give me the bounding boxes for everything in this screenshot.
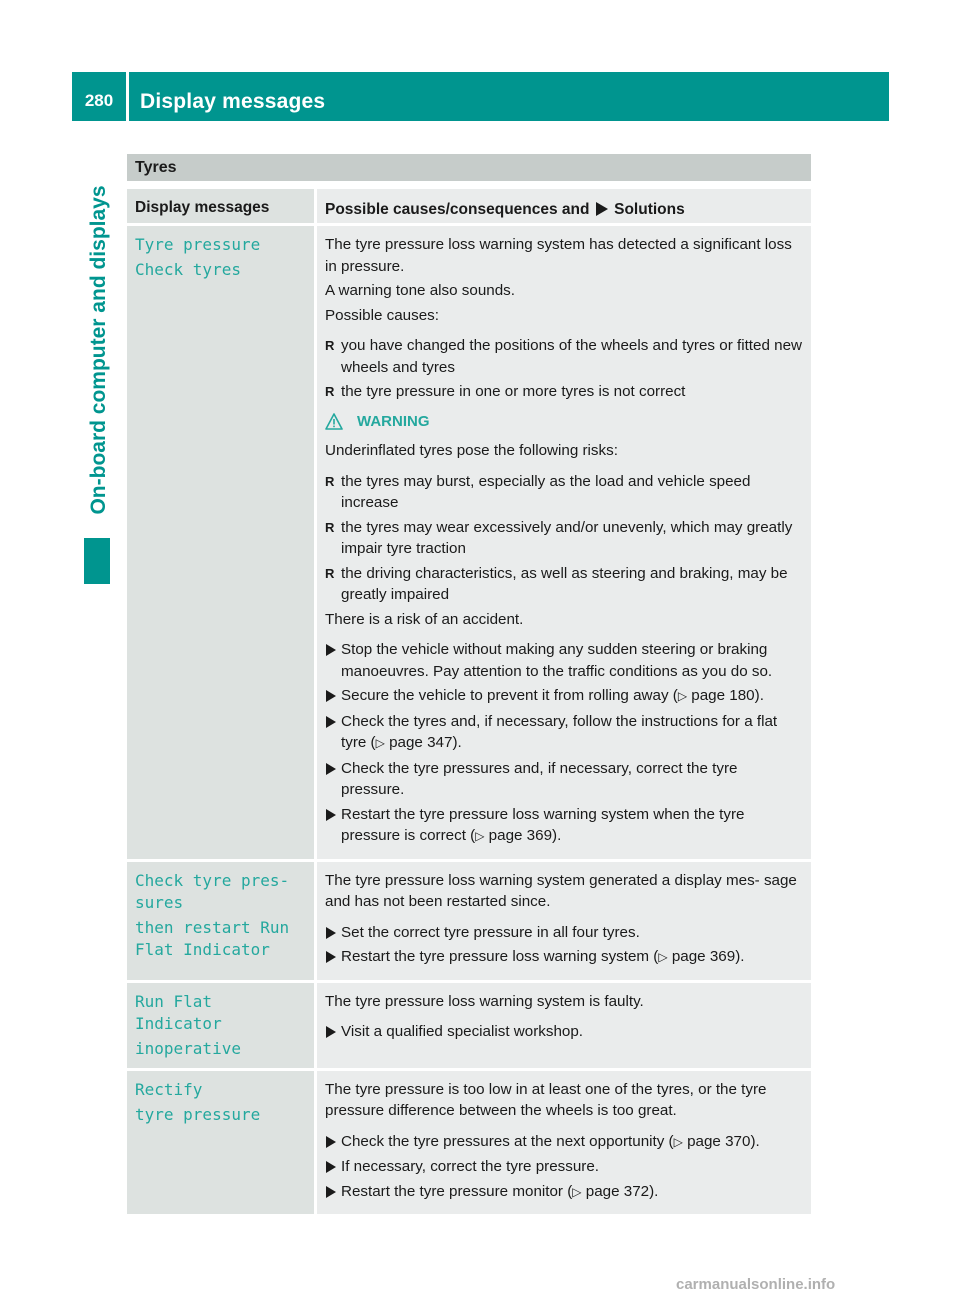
step-arrow-icon [326,1026,336,1038]
paragraph: Possible causes: [325,306,439,324]
page-ref-icon: ▷ [673,1134,683,1149]
message-cell [127,1071,314,1215]
step-arrow-icon [326,951,336,963]
instruction-step: Check the tyre pressures and, if necessary, correct the tyre pressure. [325,758,804,801]
paragraph: The tyre pressure is too low in at least one of the tyres, or the tyre pressure difference between the wheels is too great. [325,1080,767,1119]
message-cell [127,226,314,859]
instruction-step: Check the tyre pressures at the next opportunity (▷ page 370). [325,1131,804,1154]
paragraph: The tyre pressure loss warning system is faulty. [325,992,644,1010]
page-reference[interactable]: page 372 [585,1182,650,1200]
instruction-step: Visit a qualified specialist workshop. [325,1021,804,1043]
column-header-causes-text: Possible causes/consequences and [325,201,590,218]
step-arrow-icon [326,1161,336,1173]
display-message-line: then restart Run Flat Indicator [135,917,290,959]
display-message-line: Rectify [135,1079,203,1099]
instruction-step: Stop the vehicle without making any sudden steering or braking manoeuvres. Pay attention to the traffic conditions as you do so. [325,639,804,682]
warning-triangle-icon [325,413,343,430]
table-row [127,1071,811,1218]
warning-label: WARNING [357,412,430,430]
page-reference[interactable]: page 369 [488,827,553,844]
header-divider [126,72,129,121]
page-reference[interactable]: page 180 [691,687,755,704]
page-header [72,72,889,121]
display-message-line: Check tyre pres‐ sures [135,870,290,912]
step-arrow-icon [326,1136,336,1148]
step-arrow-icon [326,690,336,702]
column-header-solutions-text: Solutions [614,201,685,218]
side-tab-label: On-board computer and displays [87,185,110,515]
side-tab [84,170,114,530]
side-tab-marker [84,538,110,584]
list-item: R the tyre pressure in one or more tyres is not correct [325,381,804,403]
table-row [127,226,811,862]
display-message-line: Tyre pressure [135,235,261,254]
page-reference[interactable]: page 369 [671,948,736,965]
step-arrow-icon [326,1186,336,1198]
instruction-step: Set the correct tyre pressure in all four tyres. [325,922,804,944]
column-header-messages: Display messages [127,189,314,223]
step-arrow-icon [326,927,336,939]
solution-cell [317,1071,811,1215]
page-ref-icon: ▷ [475,829,485,843]
list-item: R the tyres may burst, especially as the load and vehicle speed increase [325,471,804,514]
section-title: Tyres [127,154,811,181]
display-messages-table [127,189,811,1217]
display-message-line: tyre pressure [135,1104,261,1124]
paragraph: The tyre pressure loss warning system generated a display mes‐ sage and has not been restarted since. [325,871,797,910]
page-ref-icon: ▷ [375,736,385,750]
instruction-step: Restart the tyre pressure monitor (▷ page 372). [325,1181,804,1204]
table-header-row [127,189,811,226]
page-reference[interactable]: page 347 [389,734,453,751]
page-ref-icon: ▷ [658,950,668,964]
page-reference[interactable]: page 370 [687,1132,751,1150]
warning-heading [325,411,804,433]
display-message-line: Run Flat Indicator [135,991,222,1033]
instruction-step: Check the tyres and, if necessary, follow the instructions for a flat tyre (▷ page 347). [325,711,804,755]
solution-cell [317,862,811,980]
instruction-step: If necessary, correct the tyre pressure. [325,1156,804,1178]
display-message-line: Check tyres [135,260,241,279]
page-title: Display messages [140,90,326,113]
paragraph: The tyre pressure loss warning system has detected a significant loss in pressure. [325,236,792,275]
table-row [127,983,811,1071]
step-arrow-icon [326,809,336,821]
step-arrow-icon [326,644,336,656]
list-item: R the tyres may wear excessively and/or unevenly, which may greatly impair tyre traction [325,517,804,560]
instruction-step: Restart the tyre pressure loss warning system (▷ page 369). [325,946,804,969]
watermark: carmanualsonline.info [676,1276,836,1293]
instruction-step: Secure the vehicle to prevent it from rolling away (▷ page 180). [325,685,804,708]
play-arrow-icon [596,202,608,216]
list-item: R the driving characteristics, as well as steering and braking, may be greatly impaired [325,563,804,606]
list-item: R you have changed the positions of the wheels and tyres or fitted new wheels and tyres [325,335,804,378]
paragraph: A warning tone also sounds. [325,282,515,299]
paragraph: There is a risk of an accident. [325,610,524,628]
message-cell [127,862,314,980]
column-header-solutions [317,189,811,223]
paragraph: Underinflated tyres pose the following risks: [325,442,618,459]
page-number: 280 [84,91,114,110]
page-ref-icon: ▷ [677,689,688,703]
message-cell [127,983,314,1068]
solution-cell [317,226,811,859]
display-message-line: inoperative [135,1038,241,1058]
instruction-step: Restart the tyre pressure loss warning system when the tyre pressure is correct (▷ page 369). [325,804,804,848]
step-arrow-icon [326,763,336,775]
solution-cell [317,983,811,1068]
step-arrow-icon [326,716,336,728]
table-row [127,862,811,983]
page-ref-icon: ▷ [572,1184,582,1199]
